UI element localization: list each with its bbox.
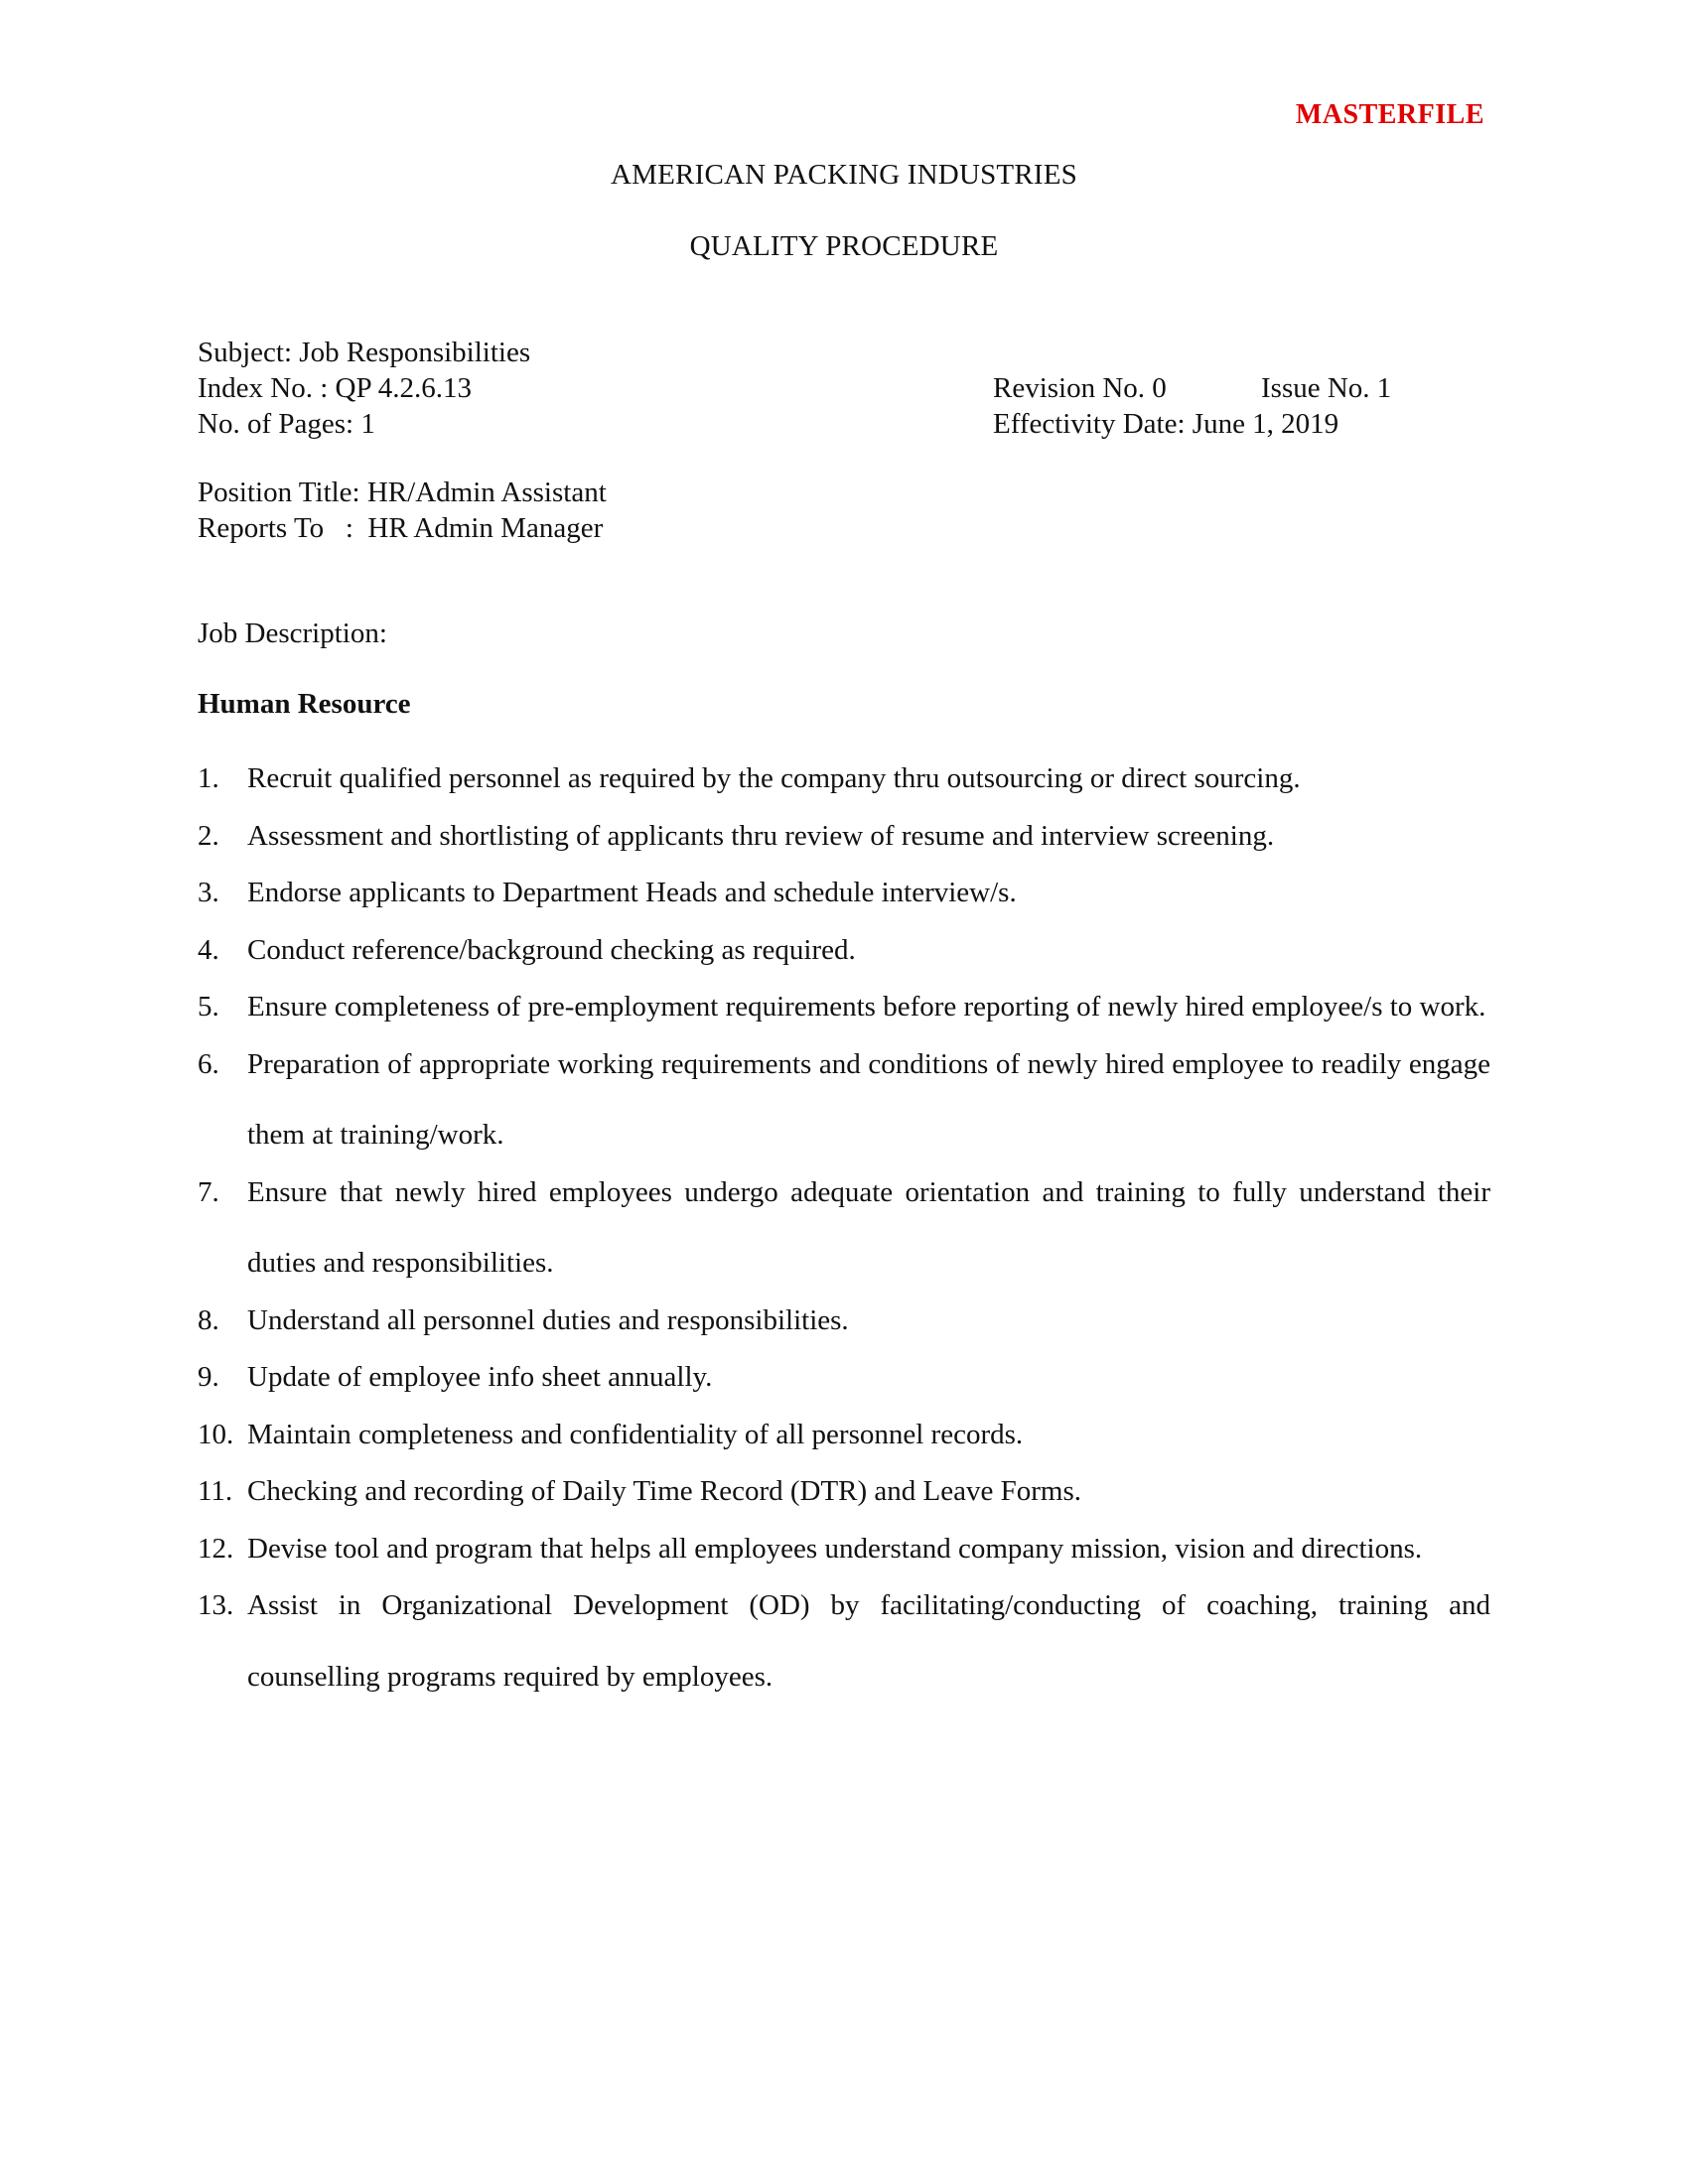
list-item-number: 6. [198,1047,219,1080]
list-item-text: Devise tool and program that helps all employees understand company mission, vision and directions. [247,1532,1423,1565]
list-item-text: Ensure that newly hired employees undergo adequate orientation and training to fully understand their duties and responsibilities. [247,1175,1490,1279]
responsibilities-list [198,757,1490,1712]
position-block [198,475,607,546]
list-item-text: Conduct reference/background checking as required. [247,933,856,966]
list-item-number: 2. [198,819,219,852]
list-item-text: Preparation of appropriate working requirements and conditions of newly hired employee to readily engage them at training/work. [247,1047,1490,1151]
revision-issue-line [993,370,1391,406]
list-item-number: 4. [198,933,219,966]
list-item-text: Endorse applicants to Department Heads and schedule interview/s. [247,877,1017,908]
list-item-text: Update of employee info sheet annually. [247,1361,713,1393]
document-meta-left [198,335,530,442]
list-item [198,1029,1490,1171]
list-item-number: 13. [198,1589,234,1621]
list-item-text: Understand all personnel duties and responsibilities. [247,1303,849,1336]
list-item-text: Assist in Organizational Development (OD) by facilitating/conducting of coaching, training and counselling programs required by employees. [247,1589,1490,1693]
document-meta-right [993,370,1391,442]
job-description-label: Job Description: [198,617,387,649]
document-type: QUALITY PROCEDURE [689,230,999,262]
index-number: Index No. : QP 4.2.6.13 [198,372,473,404]
revision-number: Revision No. 0 [993,372,1167,404]
company-name: AMERICAN PACKING INDUSTRIES [611,159,1077,191]
list-item-number: 5. [198,991,219,1023]
list-item-number: 7. [198,1175,219,1208]
list-item [198,1570,1490,1712]
list-item-number: 8. [198,1303,219,1336]
list-item-number: 1. [198,762,219,794]
issue-number: Issue No. 1 [1261,372,1392,404]
list-item-number: 11. [198,1475,233,1507]
list-item-text: Ensure completeness of pre-employment requirements before reporting of newly hired employee/s to work. [247,991,1486,1023]
section-heading: Human Resource [198,688,411,720]
list-item-number: 10. [198,1418,234,1450]
subject-line: Subject: Job Responsibilities [198,337,531,368]
list-item-number: 9. [198,1361,219,1393]
list-item [198,1158,1490,1299]
list-item-text: Maintain completeness and confidentiality of all personnel records. [247,1418,1024,1450]
list-item-text: Recruit qualified personnel as required by the company thru outsourcing or direct sourcing. [247,762,1301,794]
masterfile-stamp: MASTERFILE [1295,99,1484,130]
list-item-number: 12. [198,1532,234,1565]
position-title: Position Title: HR/Admin Assistant [198,477,607,508]
effectivity-date: Effectivity Date: June 1, 2019 [993,408,1339,440]
reports-to: Reports To : HR Admin Manager [198,512,604,544]
page-count: No. of Pages: 1 [198,408,375,440]
list-item-text: Assessment and shortlisting of applicants thru review of resume and interview screening. [247,819,1275,852]
list-item-text: Checking and recording of Daily Time Record (DTR) and Leave Forms. [247,1475,1082,1507]
list-item-number: 3. [198,877,219,908]
